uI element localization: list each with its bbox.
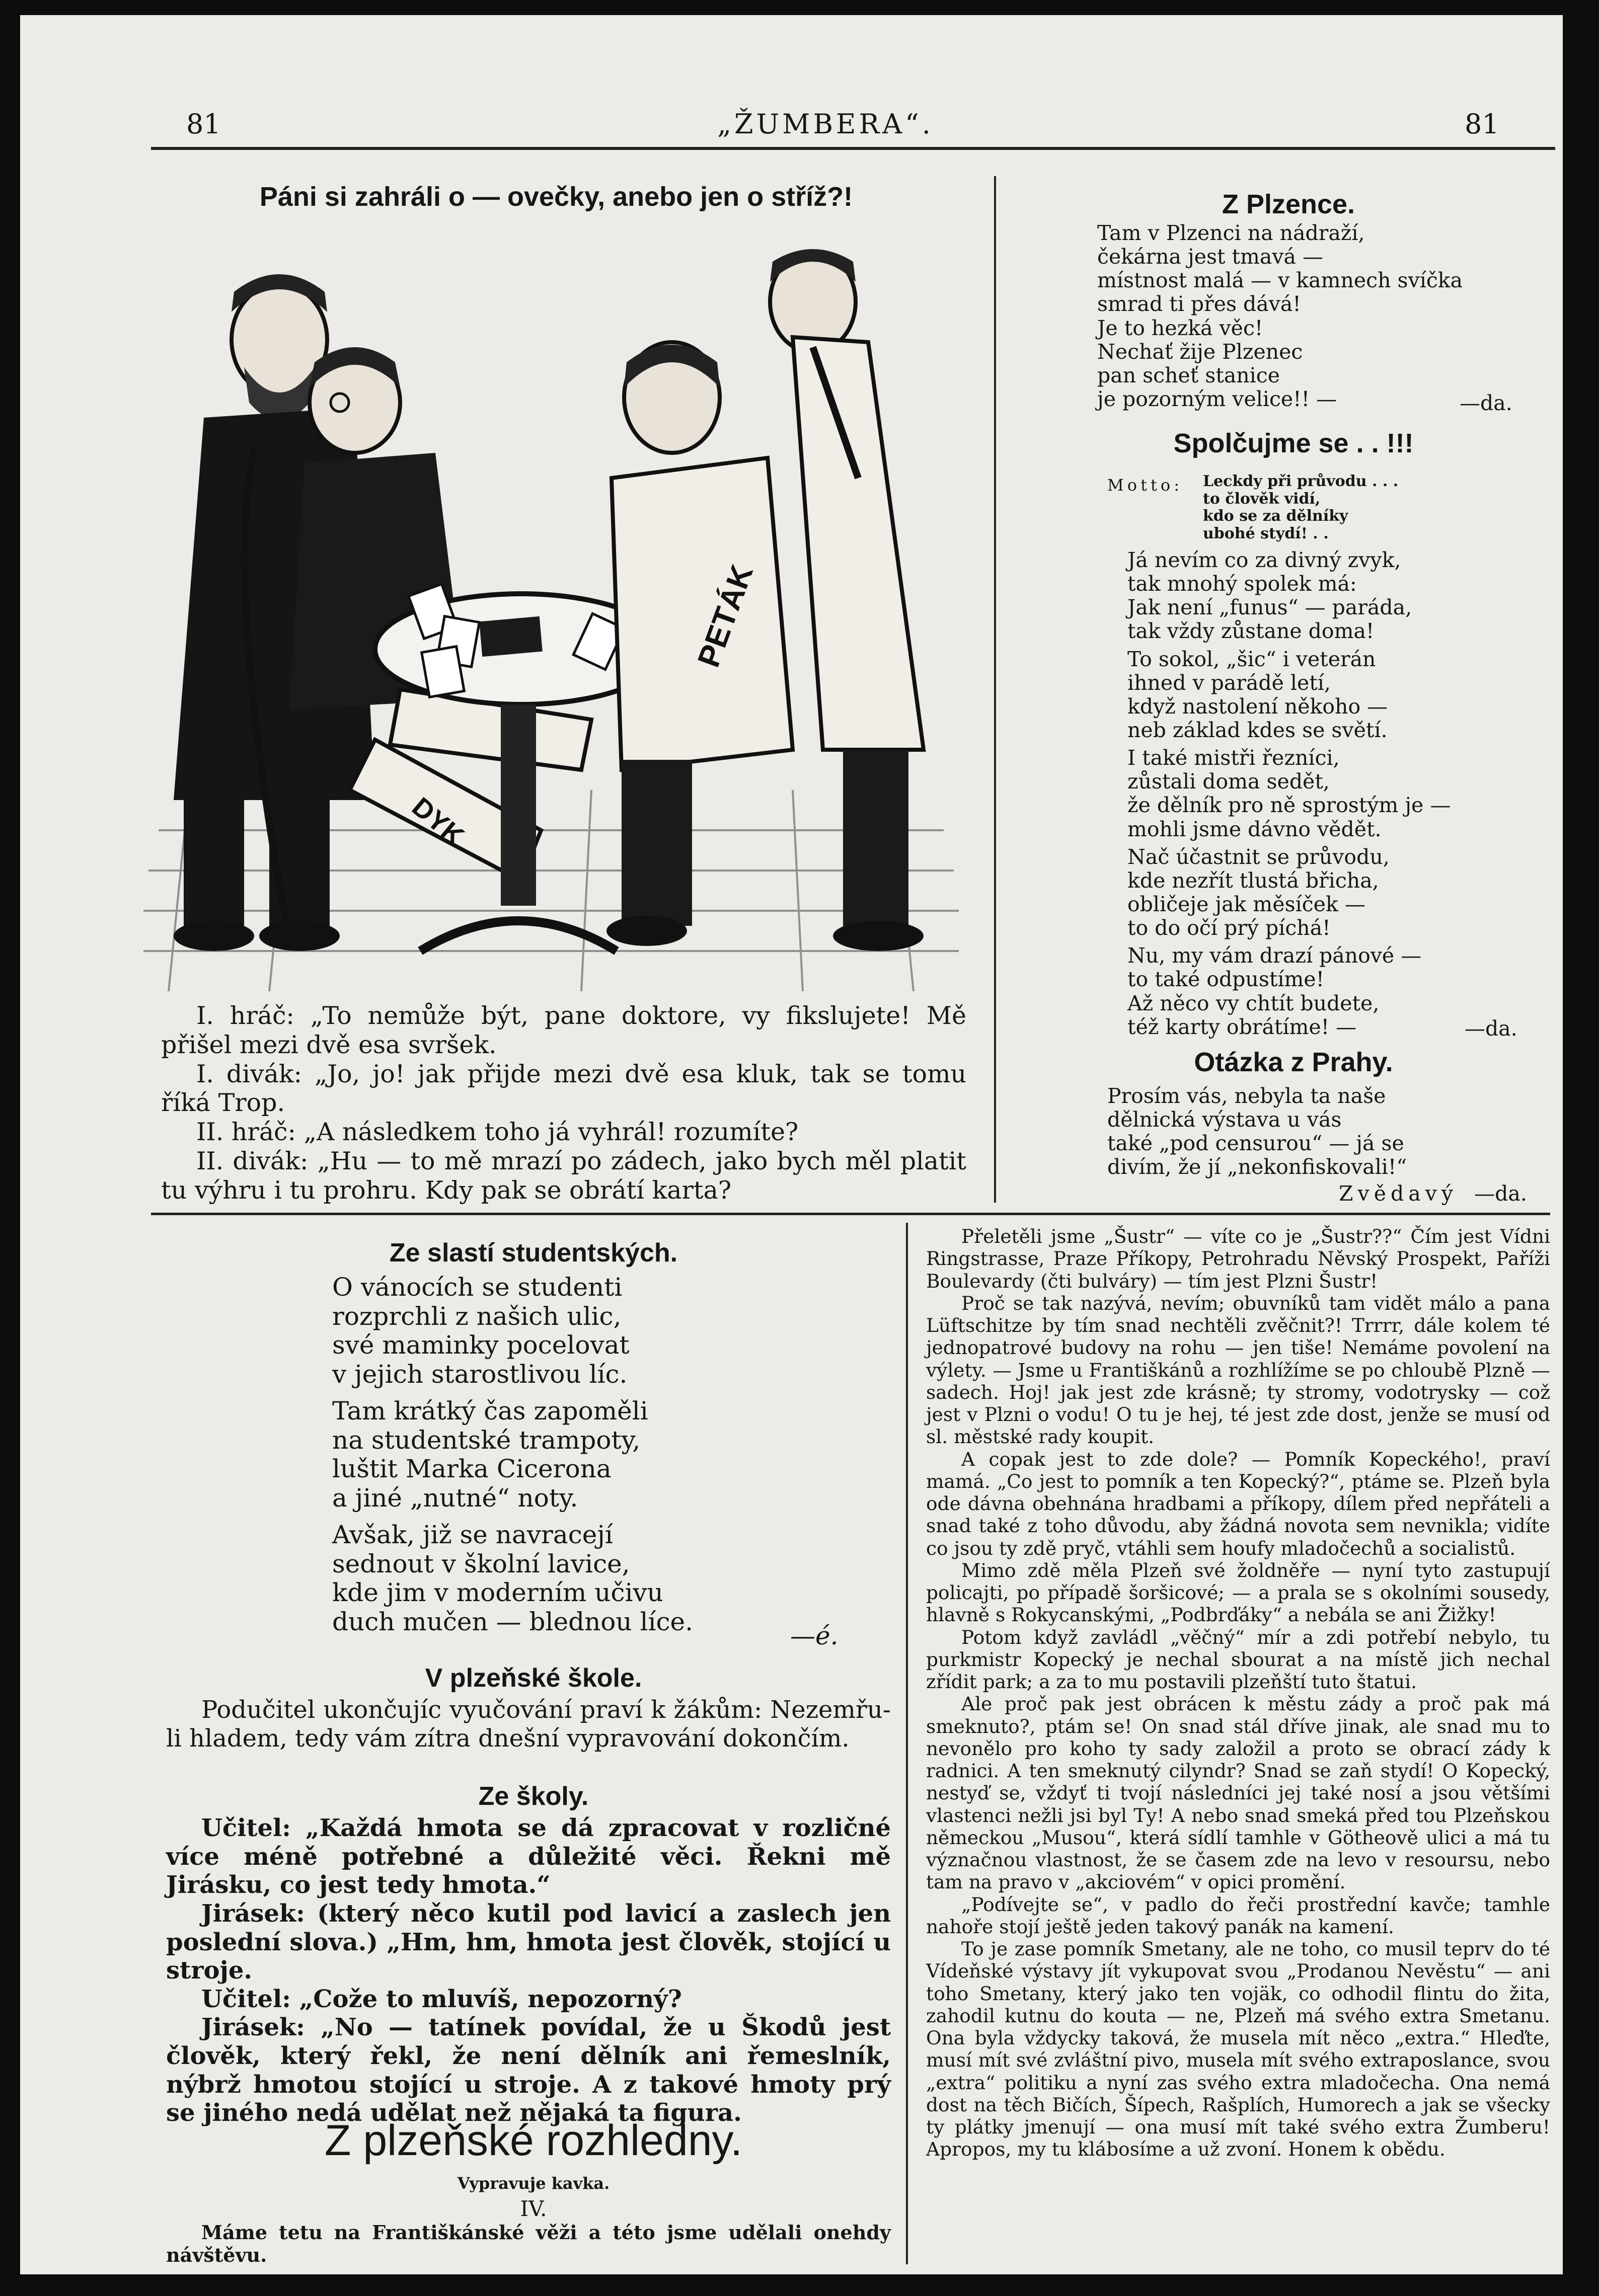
dialogue-line-2: I. divák: „Jo, jo! jak přijde mezi dvě esa kluk, tak se tomu říká Trop.: [161, 1059, 966, 1118]
poem-line: Já nevím co za divný zvyk,: [1127, 548, 1401, 572]
otazka-text: [1107, 1084, 1550, 1179]
plzence-title: Z Plzence.: [1222, 189, 1355, 219]
spolcujme-signature: —da.: [1465, 1016, 1517, 1041]
ze-skoly-para: Učitel: „Cože to mluvíš, nepozorný?: [201, 1985, 682, 2013]
motto-line: Leckdy při průvodu . . .: [1203, 472, 1399, 490]
poem-line: rozprchli z našich ulic,: [332, 1301, 622, 1331]
rozhledny-byline: Vypravuje kavka.: [457, 2174, 610, 2193]
ze-skoly-text: [166, 1814, 891, 2127]
slasti-stanza: [332, 1521, 886, 1636]
poem-line: I také mistři řezníci,: [1127, 746, 1340, 770]
poem-line: Nu, my vám drazí pánové —: [1127, 943, 1422, 968]
otazka-signature-name: Zvědavý: [1339, 1181, 1458, 1206]
rozhledny-part: IV.: [520, 2196, 547, 2221]
otazka-title: Otázka z Prahy.: [1194, 1047, 1393, 1077]
slasti-poem: [332, 1273, 886, 1636]
poem-line: že dělník pro ně sprostým je —: [1127, 793, 1451, 818]
slasti-signature: —é.: [790, 1621, 839, 1650]
spolcujme-stanza: [1127, 845, 1560, 940]
plzence-signature: —da.: [1460, 391, 1512, 415]
slasti-title: Ze slastí studentských.: [389, 1238, 678, 1268]
rozhledny-intro: Máme tetu na Františkánské věži a této jsme udělali onehdy návštěvu.: [166, 2221, 891, 2266]
spolcujme-poem: [1127, 548, 1560, 1039]
plzenske-skole-text: Podučitel ukončujíc vyučování praví k žákům: Nezemřu-li hladem, tedy vám zítra dnešní vypravování dokončím.: [166, 1696, 891, 1753]
poem-line: kde jim v moderním učivu: [332, 1578, 663, 1607]
cartoon-dialogue: [161, 1001, 966, 1205]
masthead-title: „ŽUMBERA“.: [717, 108, 934, 140]
cartoon-illustration: [138, 236, 964, 996]
dialogue-line-3: II. hráč: „A následkem toho já vyhrál! rozumíte?: [196, 1118, 799, 1147]
poem-line: Tam krátký čas zapoměli: [332, 1396, 648, 1426]
plzence-poem: [1097, 221, 1540, 411]
poem-line: ihned v parádě letí,: [1127, 670, 1331, 695]
newspaper-page: [20, 15, 1563, 2274]
slasti-stanza: [332, 1397, 886, 1513]
article-para: Proč se tak nazývá, nevím; obuvníků tam vidět málo a pana Lüftschitze by tím snad nechtěli zvěčnit?! Trrrr, dále kolem té jednopatrové budovy na rohu — jen tiše! Nemáme povolení na výlety. — Jsme u Františkánů a rozhlížíme se po chloubě Plzně — sadech. Hoj! jak jest zde krásně; ty stromy, vodotrysky — což jest v Plzni o vodu! O tu je hej, té jest zde dost, jenže se musí od sl. městské rady koupit.: [926, 1292, 1550, 1448]
article-para: Potom když zavládl „věčný“ mír a zdi potřebí nebylo, tu purkmistr Kopecký je nechal sbourat a na místě jich nechal zřídit park; a za to mu postavili plzeňští tuto štatui.: [926, 1626, 1550, 1693]
poem-line: tak vždy zůstane doma!: [1127, 619, 1375, 644]
motto-line: to člověk vidí,: [1203, 490, 1321, 508]
plzence-line: Nechať žije Plzenec: [1097, 339, 1303, 364]
poem-line: mohli jsme dávno vědět.: [1127, 817, 1382, 841]
poem-line: to do očí prý píchá!: [1127, 916, 1331, 940]
poem-line: to také odpustíme!: [1127, 967, 1325, 992]
poem-line: To sokol, „šic“ i veterán: [1127, 647, 1376, 671]
slasti-stanza: [332, 1273, 886, 1389]
plzence-line: Tam v Plzenci na nádraží,: [1097, 221, 1365, 245]
spolcujme-stanza: [1127, 746, 1560, 841]
poem-line: Až něco vy chtít budete,: [1127, 991, 1380, 1015]
poem-line: též karty obrátíme! —: [1127, 1014, 1357, 1039]
poem-line: tak mnohý spolek má:: [1127, 572, 1357, 596]
poem-line: obličeje jak měsíček —: [1127, 892, 1365, 916]
plzence-line: smrad ti přes dává!: [1097, 292, 1301, 316]
otazka-line: Prosím vás, nebyla ta naše: [1107, 1084, 1386, 1108]
rozhledny-title: Z plzeňské rozhledny.: [324, 2116, 743, 2165]
otazka-line: dělnická výstava u vás: [1107, 1107, 1342, 1132]
plzenske-skole-title: V plzeňské škole.: [425, 1664, 642, 1693]
poem-line: duch mučen — blednou líce.: [332, 1607, 693, 1636]
poem-line: Jak není „funus“ — paráda,: [1127, 595, 1412, 620]
ze-skoly-para: Jirásek: „No — tatínek povídal, že u Škodů jest člověk, který řekl, že není dělník ani řemeslník, nýbrž hmotou stojící u stroje. A z takové hmoty prý se jiného nedá udělat než nějaká ta figura.: [166, 2013, 891, 2127]
plzence-line: čekárna jest tmavá —: [1097, 245, 1323, 269]
cartoon-title: Páni si zahráli o — ovečky, anebo jen o stříž?!: [259, 182, 853, 212]
otazka-signature-dash: —da.: [1474, 1181, 1527, 1206]
poem-line: a jiné „nutné“ noty.: [332, 1483, 578, 1513]
poem-line: kde nezřít tlustá břicha,: [1127, 868, 1379, 893]
poem-line: v jejich starostlivou líc.: [332, 1359, 628, 1389]
poem-line: Avšak, již se navracejí: [332, 1520, 613, 1549]
plzence-line: místnost malá — v kamnech svíčka: [1097, 268, 1463, 293]
cartoon-label-petak: PETÁK: [691, 560, 760, 672]
spolcujme-stanza: [1127, 648, 1560, 743]
spolcujme-motto: [1203, 473, 1485, 542]
plzence-line: je pozorným velice!! —: [1097, 386, 1337, 411]
ze-skoly-para: Jirásek: (který něco kutil pod lavicí a zaslech jen poslední slova.) „Hm, hm, hmota jest člověk, stojící u stroje.: [166, 1899, 891, 1985]
page-number-right: 81: [1465, 108, 1499, 140]
dialogue-line-1: I. hráč: „To nemůže být, pane doktore, vy fikslujete! Mě přišel mezi dvě esa svršek.: [161, 1001, 966, 1059]
otazka-line: divím, že jí „nekonfiskovali!“: [1107, 1155, 1407, 1179]
article-para: A copak jest to zde dole? — Pomník Kopeckého!, praví mamá. „Co jest to pomník a ten Kopecký?“, ptáme se. Plzeň byla ode dávna obehnána hradbami a příkopy, dílem před nepřáteli a snad také z toho důvodu, aby žádná novota sem nevnikla; vidíte co jsou ty zdě pryč, vtáhli sem houfy mladočechů a socialistů.: [926, 1448, 1550, 1559]
poem-line: Nač účastnit se průvodu,: [1127, 844, 1390, 869]
article-para: „Podívejte se“, v padlo do řeči prostřední kavče; tamhle nahoře stojí ještě jeden takový panák na kamení.: [926, 1893, 1550, 1938]
poem-line: zůstali doma sedět,: [1127, 769, 1330, 794]
otazka-line: také „pod censurou“ — já se: [1107, 1131, 1404, 1156]
section-rule: [151, 1213, 1550, 1215]
header-rule: [151, 147, 1555, 150]
article-para: To je zase pomník Smetany, ale ne toho, co musil teprv do té Vídeňské výstavy jít vykupovat svou „Prodanou Nevěstu“ — ani toho Smetany, který jako ten vojäk, co odhodil flintu do žita, zahodil kutnu do kouta — ne, Plzeň má svého extra Smetanu. Ona byla vždycky taková, že musela mít něco „extra.“ Hleďte, musí mít své zvláštní pivo, musela mít svého extraposlance, svou „extra“ politiku a nyní zas svého extra mladočecha. Ona nemá dost na těch Bičích, Šípech, Rašplích, Humorech a jak se všecky ty plátky jmenují — ona musí mít také svého extra Žumberu! Apropos, my tu klábosíme a už zvoní. Honem k obědu.: [926, 1938, 1550, 2161]
article-para: Přeletěli jsme „Šustr“ — víte co je „Šustr??“ Čím jest Vídni Ringstrasse, Praze Příkopy, Petrohradu Něvský Prospekt, Paříži Boulevardy (čti bulváry) — tím jest Plzni Šustr!: [926, 1225, 1550, 1292]
motto-line: kdo se za dělníky: [1203, 507, 1348, 525]
article-para: Mimo zdě měla Plzeň své žoldněře — nyní tyto zastupují policajti, po případě šoršicové; — a prala se s okolními sousedy, hlavně s Rokycanskými, „Podbrďáky“ a nebála se ani Žižky!: [926, 1559, 1550, 1626]
poem-line: sednout v školní lavice,: [332, 1549, 630, 1578]
poem-line: na studentské trampoty,: [332, 1425, 641, 1455]
motto-line: ubohé stydí! . .: [1203, 524, 1329, 542]
poem-line: své maminky pocelovat: [332, 1330, 630, 1360]
spolcujme-title: Spolčujme se . . !!!: [1173, 428, 1414, 458]
column-divider-upper: [994, 176, 996, 1203]
poem-line: když nastolení někoho —: [1127, 694, 1388, 719]
card-players-drawing: [138, 236, 964, 996]
plzence-line: pan scheť stanice: [1097, 363, 1280, 387]
ze-skoly-para: Učitel: „Každá hmota se dá zpracovat v rozličné více méně potřebné a důležité věci. Řekni mě Jirásku, co jest tedy hmota.“: [166, 1814, 891, 1899]
plzence-line: Je to hezká věc!: [1097, 315, 1263, 340]
poem-line: neb základ kdes se světí.: [1127, 718, 1388, 742]
ze-skoly-title: Ze školy.: [478, 1782, 589, 1811]
page-number-left: 81: [186, 108, 221, 140]
otazka-signature: [1339, 1181, 1527, 1206]
cartoon-label-dyk: DYK: [406, 791, 470, 852]
poem-line: O vánocích se studenti: [332, 1273, 623, 1302]
article-para: Ale proč pak jest obrácen k městu zády a proč pak má smeknuto?, ptám se! On snad stál dříve jinak, ale snad mu to nevonělo pro koho ty sady založil a proto se obrací zády k radnici. A ten smeknutý cilyndr? Snad se zaň stydí! O Kopecký, nestyď se, vždyť ti tvojí následníci jej také nosí a jsou většími vlastenci nežli jsi byl Ty! A nebo snad smeká před tou Plzeňskou německou „Musou“, která sídlí tamhle v Götheově ulici a má tu význačnou vlastnost, že se časem zde na levo v resoursu, nebo tam na pravo v „akciovém“ v opici promění.: [926, 1693, 1550, 1893]
spolcujme-stanza: [1127, 548, 1560, 644]
spolcujme-motto-label: Motto:: [1107, 476, 1183, 495]
rozhledny-article: [926, 1225, 1550, 2161]
dialogue-line-4: II. divák: „Hu — to mě mrazí po zádech, jako bych měl platit tu výhru i tu prohru. Kdy pak se obrátí karta?: [161, 1147, 966, 1205]
column-divider-lower: [906, 1223, 908, 2264]
poem-line: luštit Marka Cicerona: [332, 1454, 612, 1483]
